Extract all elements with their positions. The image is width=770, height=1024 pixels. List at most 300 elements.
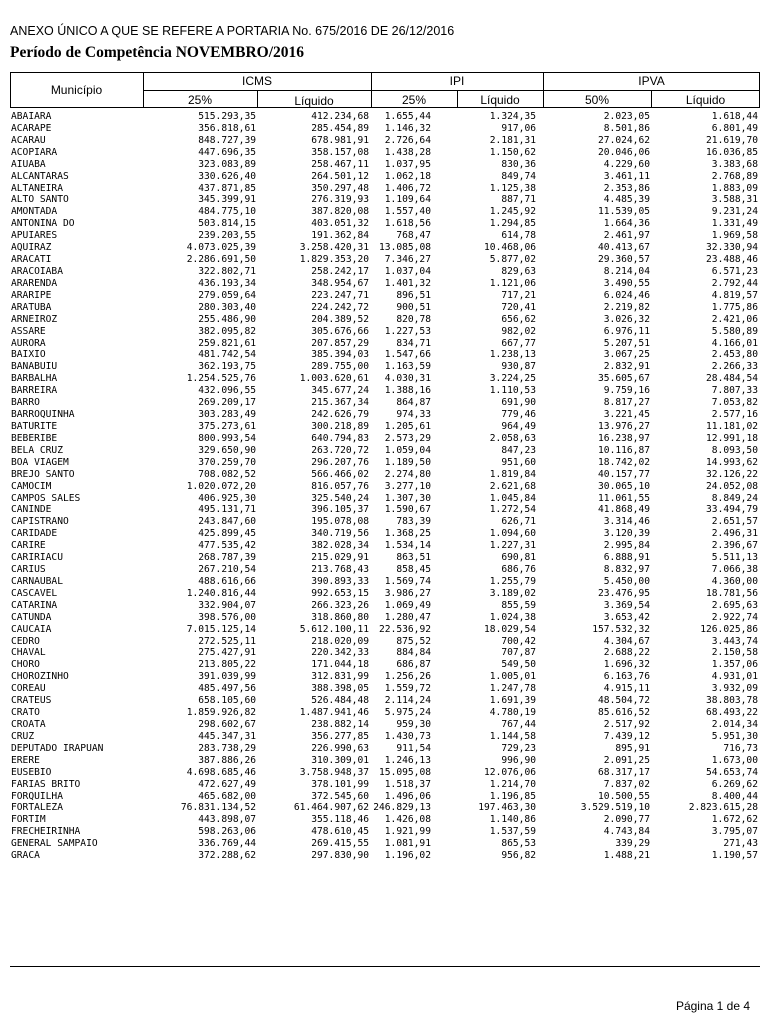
cell-ipi-25: 2.573,29 (384, 432, 431, 444)
cell-icms-liquido: 355.118,46 (311, 814, 369, 826)
cell-icms-25: 370.259,70 (198, 456, 256, 468)
cell-ipi-25: 1.081,91 (384, 838, 431, 850)
header-ipi: IPI (449, 74, 465, 88)
cell-icms-liquido: 566.466,02 (311, 468, 369, 480)
cell-ipi-25: 1.037,95 (384, 158, 431, 170)
cell-ipi-liquido: 1.196,85 (489, 790, 536, 802)
cell-ipi-liquido: 18.029,54 (484, 623, 536, 635)
cell-ipi-25: 1.430,73 (384, 730, 431, 742)
table-row (10, 588, 760, 600)
cell-ipi-liquido: 1.272,54 (489, 504, 536, 516)
cell-ipva-liquido: 8.400,44 (711, 790, 758, 802)
cell-ipi-liquido: 1.245,92 (489, 206, 536, 218)
table-row (10, 147, 760, 159)
cell-ipva-50: 3.490,55 (603, 277, 650, 289)
cell-municipio: ALTO SANTO (11, 194, 69, 206)
cell-icms-25: 279.059,64 (198, 289, 256, 301)
cell-icms-liquido: 215.029,91 (311, 552, 369, 564)
cell-ipi-liquido: 1.144,58 (489, 730, 536, 742)
cell-municipio: CATARINA (11, 599, 58, 611)
cell-icms-25: 472.627,49 (198, 778, 256, 790)
table-row (10, 278, 760, 290)
table-row (10, 433, 760, 445)
cell-ipi-25: 1.406,72 (384, 182, 431, 194)
cell-ipi-25: 1.569,74 (384, 575, 431, 587)
cell-icms-25: 255.486,90 (198, 313, 256, 325)
table-row (10, 481, 760, 493)
cell-ipi-25: 1.547,66 (384, 349, 431, 361)
cell-ipva-50: 1.664,36 (603, 218, 650, 230)
table-row (10, 290, 760, 302)
cell-ipi-liquido: 12.076,06 (484, 766, 536, 778)
cell-ipi-liquido: 1.227,31 (489, 540, 536, 552)
cell-ipi-liquido: 855,59 (501, 599, 536, 611)
table-row (10, 183, 760, 195)
table-row (10, 254, 760, 266)
cell-ipi-25: 686,87 (396, 659, 431, 671)
cell-ipva-liquido: 126.025,86 (700, 623, 758, 635)
cell-ipva-50: 8.214,04 (603, 265, 650, 277)
cell-ipi-liquido: 1.537,59 (489, 826, 536, 838)
cell-icms-25: 800.993,54 (198, 432, 256, 444)
cell-ipi-25: 1.426,08 (384, 814, 431, 826)
cell-municipio: FORTIM (11, 814, 46, 826)
cell-ipva-50: 40.157,77 (598, 468, 650, 480)
cell-municipio: BOA VIAGEM (11, 456, 69, 468)
cell-ipva-liquido: 1.775,86 (711, 301, 758, 313)
cell-icms-liquido: 340.719,56 (311, 528, 369, 540)
header-icms-liquido: Líquido (294, 94, 334, 108)
cell-municipio: BEBERIBE (11, 432, 58, 444)
cell-ipva-50: 85.616,52 (598, 707, 650, 719)
cell-icms-25: 375.273,61 (198, 420, 256, 432)
cell-municipio: COREAU (11, 683, 46, 695)
cell-ipva-liquido: 3.932,09 (711, 683, 758, 695)
page-number: Página 1 de 4 (675, 999, 750, 1013)
cell-ipva-liquido: 1.618,44 (711, 111, 758, 122)
cell-icms-liquido: 526.484,48 (311, 695, 369, 707)
cell-icms-liquido: 312.831,99 (311, 671, 369, 683)
cell-ipva-liquido: 2.577,16 (711, 409, 758, 421)
cell-ipi-liquido: 1.238,13 (489, 349, 536, 361)
cell-ipva-liquido: 3.443,74 (711, 635, 758, 647)
cell-icms-liquido: 378.101,99 (311, 778, 369, 790)
cell-ipi-liquido: 1.150,62 (489, 146, 536, 158)
cell-icms-liquido: 207.857,29 (311, 337, 369, 349)
cell-ipi-25: 1.388,16 (384, 385, 431, 397)
cell-ipva-liquido: 5.511,13 (711, 552, 758, 564)
table-row (10, 302, 760, 314)
cell-ipi-liquido: 1.255,79 (489, 575, 536, 587)
cell-icms-25: 481.742,54 (198, 349, 256, 361)
cell-icms-25: 398.576,00 (198, 611, 256, 623)
cell-ipva-liquido: 4.931,01 (711, 671, 758, 683)
table-row (10, 767, 760, 779)
cell-ipva-50: 3.653,42 (603, 611, 650, 623)
cell-icms-25: 485.497,56 (198, 683, 256, 695)
cell-ipva-liquido: 2.014,34 (711, 719, 758, 731)
cell-icms-25: 345.399,91 (198, 194, 256, 206)
cell-icms-25: 488.616,66 (198, 575, 256, 587)
cell-ipva-liquido: 32.126,22 (706, 468, 758, 480)
table-bottom-rule (10, 966, 760, 967)
cell-icms-liquido: 223.247,71 (311, 289, 369, 301)
cell-ipva-50: 23.476,95 (598, 587, 650, 599)
cell-ipi-25: 1.921,99 (384, 826, 431, 838)
cell-ipva-50: 3.314,46 (603, 516, 650, 528)
cell-icms-liquido: 385.394,03 (311, 349, 369, 361)
cell-ipva-liquido: 716,73 (723, 742, 758, 754)
cell-icms-liquido: 220.342,33 (311, 647, 369, 659)
cell-icms-25: 298.602,67 (198, 719, 256, 731)
cell-ipva-50: 2.023,05 (603, 111, 650, 122)
cell-municipio: ARARENDA (11, 277, 58, 289)
cell-icms-25: 275.427,91 (198, 647, 256, 659)
table-row (10, 802, 760, 814)
cell-municipio: FORTALEZA (11, 802, 63, 814)
cell-ipva-50: 2.517,92 (603, 719, 650, 731)
period-title: Período de Competência NOVEMBRO/2016 (10, 44, 305, 61)
cell-icms-liquido: 276.319,93 (311, 194, 369, 206)
cell-ipva-50: 339,29 (615, 838, 650, 850)
cell-icms-25: 515.293,35 (198, 111, 256, 122)
cell-municipio: ACARAPE (11, 122, 52, 134)
cell-ipi-25: 1.307,30 (384, 492, 431, 504)
cell-ipi-25: 1.618,56 (384, 218, 431, 230)
cell-municipio: FORQUILHA (11, 790, 63, 802)
cell-ipi-liquido: 729,23 (501, 742, 536, 754)
cell-ipi-liquido: 686,76 (501, 564, 536, 576)
table-body (10, 111, 760, 862)
cell-icms-liquido: 242.626,79 (311, 409, 369, 421)
cell-icms-liquido: 264.501,12 (311, 170, 369, 182)
cell-ipva-50: 4.743,84 (603, 826, 650, 838)
cell-icms-liquido: 816.057,76 (311, 480, 369, 492)
cell-ipi-liquido: 3.189,02 (489, 587, 536, 599)
cell-municipio: ARATUBA (11, 301, 52, 313)
cell-icms-25: 372.288,62 (198, 850, 256, 862)
cell-ipva-liquido: 8.849,24 (711, 492, 758, 504)
cell-icms-liquido: 195.078,08 (311, 516, 369, 528)
cell-ipva-50: 3.120,39 (603, 528, 650, 540)
cell-icms-25: 1.020.072,20 (186, 480, 256, 492)
cell-municipio: BREJO SANTO (11, 468, 75, 480)
cell-ipva-liquido: 2.396,67 (711, 540, 758, 552)
cell-icms-liquido: 678.981,91 (311, 134, 369, 146)
table-row (10, 159, 760, 171)
cell-ipi-liquido: 1.094,60 (489, 528, 536, 540)
cell-ipi-25: 1.196,02 (384, 850, 431, 862)
cell-ipva-50: 4.915,11 (603, 683, 650, 695)
cell-municipio: CEDRO (11, 635, 40, 647)
cell-icms-liquido: 3.258.420,31 (299, 242, 369, 254)
cell-icms-25: 495.131,71 (198, 504, 256, 516)
cell-icms-liquido: 350.297,48 (311, 182, 369, 194)
cell-ipi-liquido: 847,23 (501, 444, 536, 456)
cell-icms-liquido: 61.464.907,62 (293, 802, 369, 814)
cell-municipio: ALTANEIRA (11, 182, 63, 194)
cell-ipva-liquido: 2.823.615,28 (688, 802, 758, 814)
cell-ipva-liquido: 3.383,68 (711, 158, 758, 170)
cell-icms-liquido: 358.157,08 (311, 146, 369, 158)
table-row (10, 612, 760, 624)
cell-ipva-liquido: 38.803,78 (706, 695, 758, 707)
table-row (10, 123, 760, 135)
cell-ipi-25: 1.518,37 (384, 778, 431, 790)
cell-ipi-25: 863,51 (396, 552, 431, 564)
cell-icms-25: 598.263,06 (198, 826, 256, 838)
cell-municipio: ALCANTARAS (11, 170, 69, 182)
cell-icms-25: 329.650,90 (198, 444, 256, 456)
table-row (10, 314, 760, 326)
cell-icms-liquido: 226.990,63 (311, 742, 369, 754)
cell-ipi-liquido: 691,90 (501, 397, 536, 409)
cell-icms-25: 362.193,75 (198, 361, 256, 373)
cell-icms-liquido: 3.758.948,37 (299, 766, 369, 778)
table-row (10, 540, 760, 552)
cell-ipi-25: 1.655,44 (384, 111, 431, 122)
cell-ipi-liquido: 1.125,38 (489, 182, 536, 194)
cell-municipio: CARIDADE (11, 528, 58, 540)
cell-ipi-liquido: 1.110,53 (489, 385, 536, 397)
cell-ipva-liquido: 2.922,74 (711, 611, 758, 623)
table-row (10, 457, 760, 469)
cell-municipio: CASCAVEL (11, 587, 58, 599)
cell-ipi-liquido: 779,46 (501, 409, 536, 421)
cell-ipi-liquido: 849,74 (501, 170, 536, 182)
cell-ipva-50: 20.046,06 (598, 146, 650, 158)
cell-ipva-50: 1.488,21 (603, 850, 650, 862)
cell-municipio: AMONTADA (11, 206, 58, 218)
cell-icms-25: 272.525,11 (198, 635, 256, 647)
cell-icms-liquido: 396.105,37 (311, 504, 369, 516)
cell-icms-liquido: 300.218,89 (311, 420, 369, 432)
cell-ipva-liquido: 2.150,58 (711, 647, 758, 659)
cell-ipva-50: 7.439,12 (603, 730, 650, 742)
cell-ipva-50: 4.229,60 (603, 158, 650, 170)
table-row (10, 111, 760, 123)
table-row (10, 743, 760, 755)
cell-ipva-liquido: 54.653,74 (706, 766, 758, 778)
cell-ipva-liquido: 21.619,70 (706, 134, 758, 146)
table-row (10, 647, 760, 659)
cell-ipva-liquido: 11.181,02 (706, 420, 758, 432)
cell-municipio: CAMPOS SALES (11, 492, 81, 504)
cell-icms-25: 484.775,10 (198, 206, 256, 218)
cell-ipva-liquido: 12.991,18 (706, 432, 758, 444)
header-municipio: Município (50, 83, 103, 97)
table-row (10, 850, 760, 862)
cell-icms-liquido: 285.454,89 (311, 122, 369, 134)
cell-icms-liquido: 1.003.620,61 (299, 373, 369, 385)
cell-ipva-liquido: 2.266,33 (711, 361, 758, 373)
table-row (10, 469, 760, 481)
cell-ipi-liquido: 700,42 (501, 635, 536, 647)
cell-ipva-50: 2.995,84 (603, 540, 650, 552)
cell-icms-liquido: 640.794,83 (311, 432, 369, 444)
table-row (10, 755, 760, 767)
table-row (10, 779, 760, 791)
cell-icms-25: 445.347,31 (198, 730, 256, 742)
table-row (10, 838, 760, 850)
cell-ipi-25: 2.726,64 (384, 134, 431, 146)
cell-ipva-liquido: 1.883,09 (711, 182, 758, 194)
table-row (10, 266, 760, 278)
cell-ipva-liquido: 2.651,57 (711, 516, 758, 528)
cell-municipio: GRACA (11, 850, 40, 862)
cell-ipi-25: 1.059,04 (384, 444, 431, 456)
cell-ipva-liquido: 3.795,07 (711, 826, 758, 838)
cell-icms-25: 432.096,55 (198, 385, 256, 397)
cell-municipio: APUIARES (11, 230, 58, 242)
cell-icms-25: 1.859.926,82 (186, 707, 256, 719)
cell-ipva-liquido: 1.331,49 (711, 218, 758, 230)
table-row (10, 218, 760, 230)
cell-municipio: EUSEBIO (11, 766, 52, 778)
cell-municipio: CROATA (11, 719, 46, 731)
cell-ipi-liquido: 1.024,38 (489, 611, 536, 623)
cell-ipi-25: 5.975,24 (384, 707, 431, 719)
cell-icms-liquido: 191.362,84 (311, 230, 369, 242)
cell-ipva-liquido: 2.496,31 (711, 528, 758, 540)
table-row (10, 719, 760, 731)
cell-ipva-liquido: 271,43 (723, 838, 758, 850)
table-row (10, 409, 760, 421)
cell-ipva-50: 4.485,39 (603, 194, 650, 206)
cell-ipva-50: 6.976,11 (603, 325, 650, 337)
cell-ipva-50: 68.317,17 (598, 766, 650, 778)
cell-ipi-liquido: 2.621,68 (489, 480, 536, 492)
cell-ipi-25: 858,45 (396, 564, 431, 576)
cell-icms-25: 283.738,29 (198, 742, 256, 754)
cell-icms-liquido: 345.677,24 (311, 385, 369, 397)
cell-icms-liquido: 5.612.100,11 (299, 623, 369, 635)
cell-ipva-50: 10.116,87 (598, 444, 650, 456)
table-row (10, 504, 760, 516)
cell-ipi-liquido: 1.294,85 (489, 218, 536, 230)
table-row (10, 564, 760, 576)
cell-municipio: CHOROZINHO (11, 671, 69, 683)
cell-ipi-25: 1.037,04 (384, 265, 431, 277)
header-icms: ICMS (242, 74, 272, 88)
cell-ipi-liquido: 1.140,86 (489, 814, 536, 826)
cell-municipio: CATUNDA (11, 611, 52, 623)
cell-ipva-liquido: 18.781,56 (706, 587, 758, 599)
document-title: ANEXO ÚNICO A QUE SE REFERE A PORTARIA No. 675/2016 DE 26/12/2016 (10, 24, 455, 38)
cell-ipva-liquido: 1.190,57 (711, 850, 758, 862)
header-ipva-liquido: Líquido (685, 93, 726, 107)
cell-icms-liquido: 387.820,08 (311, 206, 369, 218)
cell-municipio: CAMOCIM (11, 480, 52, 492)
cell-ipi-25: 1.368,25 (384, 528, 431, 540)
cell-icms-liquido: 388.398,05 (311, 683, 369, 695)
table-row (10, 600, 760, 612)
cell-municipio: BELA CRUZ (11, 444, 63, 456)
cell-municipio: CHORO (11, 659, 40, 671)
cell-ipi-25: 974,33 (396, 409, 431, 421)
cell-ipi-25: 1.496,06 (384, 790, 431, 802)
cell-ipva-50: 2.688,22 (603, 647, 650, 659)
cell-ipva-liquido: 2.421,06 (711, 313, 758, 325)
cell-ipi-25: 783,39 (396, 516, 431, 528)
cell-ipva-liquido: 1.969,58 (711, 230, 758, 242)
cell-icms-liquido: 382.028,34 (311, 540, 369, 552)
cell-ipi-liquido: 767,44 (501, 719, 536, 731)
table-row (10, 671, 760, 683)
cell-ipva-50: 16.238,97 (598, 432, 650, 444)
cell-ipva-50: 2.353,86 (603, 182, 650, 194)
table-row (10, 552, 760, 564)
table-row (10, 171, 760, 183)
cell-ipva-liquido: 3.588,31 (711, 194, 758, 206)
cell-ipva-50: 18.742,02 (598, 456, 650, 468)
cell-ipva-50: 6.888,91 (603, 552, 650, 564)
cell-ipi-liquido: 549,50 (501, 659, 536, 671)
cell-ipi-25: 959,30 (396, 719, 431, 731)
cell-icms-25: 406.925,30 (198, 492, 256, 504)
cell-ipva-50: 2.461,97 (603, 230, 650, 242)
cell-ipi-25: 1.205,61 (384, 420, 431, 432)
cell-icms-25: 330.626,40 (198, 170, 256, 182)
cell-ipi-25: 246.829,13 (373, 802, 431, 814)
cell-ipi-liquido: 996,90 (501, 754, 536, 766)
cell-ipi-25: 1.438,28 (384, 146, 431, 158)
table-row (10, 791, 760, 803)
cell-icms-25: 465.682,00 (198, 790, 256, 802)
cell-ipi-liquido: 951,60 (501, 456, 536, 468)
cell-municipio: ACARAU (11, 134, 46, 146)
cell-icms-liquido: 325.540,24 (311, 492, 369, 504)
cell-ipi-liquido: 667,77 (501, 337, 536, 349)
table-header (10, 72, 760, 108)
cell-ipi-liquido: 830,36 (501, 158, 536, 170)
cell-ipva-liquido: 4.166,01 (711, 337, 758, 349)
cell-municipio: ACOPIARA (11, 146, 58, 158)
table-row (10, 826, 760, 838)
cell-municipio: GENERAL SAMPAIO (11, 838, 98, 850)
cell-icms-25: 269.209,17 (198, 397, 256, 409)
cell-ipi-25: 2.274,80 (384, 468, 431, 480)
cell-icms-25: 443.898,07 (198, 814, 256, 826)
cell-ipva-50: 10.500,55 (598, 790, 650, 802)
cell-municipio: BARROQUINHA (11, 409, 75, 421)
cell-ipva-50: 3.067,25 (603, 349, 650, 361)
cell-municipio: ERERE (11, 754, 40, 766)
cell-icms-25: 4.698.685,46 (186, 766, 256, 778)
cell-ipi-25: 7.346,27 (384, 254, 431, 266)
cell-municipio: CARIUS (11, 564, 46, 576)
cell-ipva-50: 7.837,02 (603, 778, 650, 790)
cell-ipva-50: 8.817,27 (603, 397, 650, 409)
table-row (10, 194, 760, 206)
cell-icms-25: 2.286.691,50 (186, 254, 256, 266)
cell-icms-25: 4.073.025,39 (186, 242, 256, 254)
cell-icms-25: 382.095,82 (198, 325, 256, 337)
cell-ipva-liquido: 24.052,08 (706, 480, 758, 492)
cell-ipva-liquido: 2.695,63 (711, 599, 758, 611)
cell-ipi-25: 2.114,24 (384, 695, 431, 707)
cell-ipva-liquido: 8.093,50 (711, 444, 758, 456)
cell-icms-25: 387.886,26 (198, 754, 256, 766)
cell-icms-liquido: 269.415,55 (311, 838, 369, 850)
cell-ipi-25: 1.557,40 (384, 206, 431, 218)
cell-ipva-50: 3.369,54 (603, 599, 650, 611)
cell-ipi-liquido: 4.780,19 (489, 707, 536, 719)
cell-icms-liquido: 305.676,66 (311, 325, 369, 337)
cell-ipi-liquido: 626,71 (501, 516, 536, 528)
cell-icms-liquido: 297.830,90 (311, 850, 369, 862)
cell-municipio: ABAIARA (11, 111, 52, 122)
